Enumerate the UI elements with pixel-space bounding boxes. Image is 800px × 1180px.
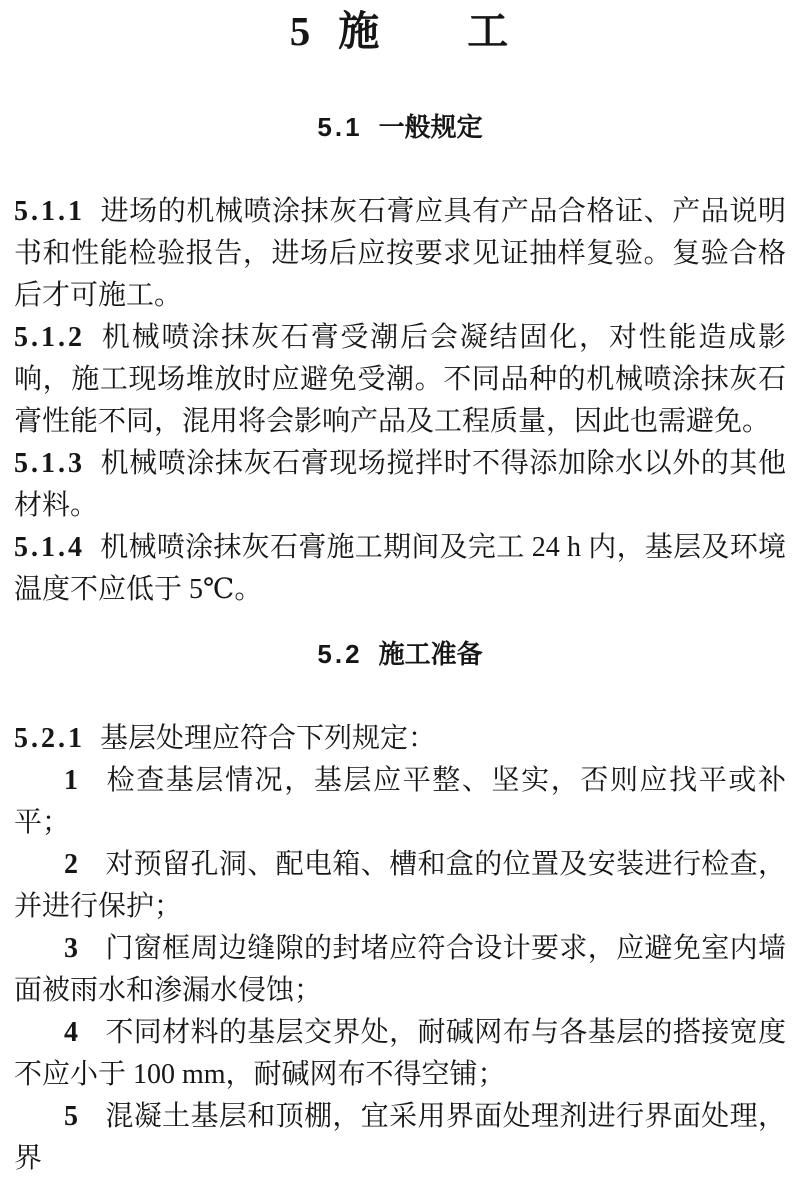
- section-title-5-2: 施工准备: [378, 639, 483, 669]
- list-item-4: [14, 1012, 786, 1096]
- clause-5-1-1: [14, 191, 786, 317]
- section-number-5-1: 5.1: [317, 112, 363, 142]
- clause-number-5-1-1: 5.1.1: [14, 196, 85, 227]
- list-item-number-5: 5: [64, 1101, 78, 1132]
- chapter-title-text: 施 工: [338, 8, 511, 54]
- clause-number-5-1-4: 5.1.4: [14, 532, 85, 563]
- list-item-text-3: 门窗框周边缝隙的封堵应符合设计要求，应避免室内墙面被雨水和渗漏水侵蚀；: [14, 933, 786, 1006]
- clause-5-1-3: [14, 443, 786, 527]
- clause-5-1-4: [14, 527, 786, 611]
- list-item-text-1: 检查基层情况，基层应平整、坚实，否则应找平或补平；: [14, 765, 786, 838]
- section-heading-5-1: [14, 111, 786, 143]
- list-item-3: [14, 928, 786, 1012]
- section-heading-5-2: [14, 638, 786, 670]
- clause-number-5-1-3: 5.1.3: [14, 448, 85, 479]
- clause-text-5-1-4: 机械喷涂抹灰石膏施工期间及完工 24 h 内，基层及环境温度不应低于 5℃。: [14, 532, 786, 605]
- list-item-text-2: 对预留孔洞、配电箱、槽和盒的位置及安装进行检查，并进行保护；: [14, 849, 786, 922]
- list-item-5: [14, 1096, 786, 1180]
- clause-number-5-2-1: 5.2.1: [14, 723, 85, 754]
- section-number-5-2: 5.2: [317, 639, 363, 669]
- clause-text-5-2-1: 基层处理应符合下列规定：: [100, 723, 437, 754]
- clause-text-5-1-2: 机械喷涂抹灰石膏受潮后会凝结固化，对性能造成影响，施工现场堆放时应避免受潮。不同品种的机械喷涂抹灰石膏性能不同，混用将会影响产品及工程质量，因此也需避免。: [14, 322, 786, 437]
- list-item-1: [14, 760, 786, 844]
- section-title-5-1: 一般规定: [378, 112, 483, 142]
- clause-text-5-1-3: 机械喷涂抹灰石膏现场搅拌时不得添加除水以外的其他材料。: [14, 448, 786, 521]
- list-item-number-4: 4: [64, 1017, 78, 1048]
- list-item-2: [14, 844, 786, 928]
- list-item-text-4: 不同材料的基层交界处，耐碱网布与各基层的搭接宽度不应小于 100 mm，耐碱网布不得空铺；: [14, 1017, 786, 1090]
- clause-number-5-1-2: 5.1.2: [14, 322, 85, 353]
- clause-5-2-1: [14, 718, 786, 760]
- list-item-number-1: 1: [64, 765, 78, 796]
- list-item-number-2: 2: [64, 849, 78, 880]
- list-item-text-5: 混凝土基层和顶棚，宜采用界面处理剂进行界面处理，界: [14, 1101, 786, 1174]
- clause-text-5-1-1: 进场的机械喷涂抹灰石膏应具有产品合格证、产品说明书和性能检验报告，进场后应按要求见证抽样复验。复验合格后才可施工。: [14, 196, 786, 311]
- list-item-number-3: 3: [64, 933, 78, 964]
- chapter-title: [14, 0, 786, 54]
- clause-5-1-2: [14, 317, 786, 443]
- chapter-number: 5: [289, 8, 313, 54]
